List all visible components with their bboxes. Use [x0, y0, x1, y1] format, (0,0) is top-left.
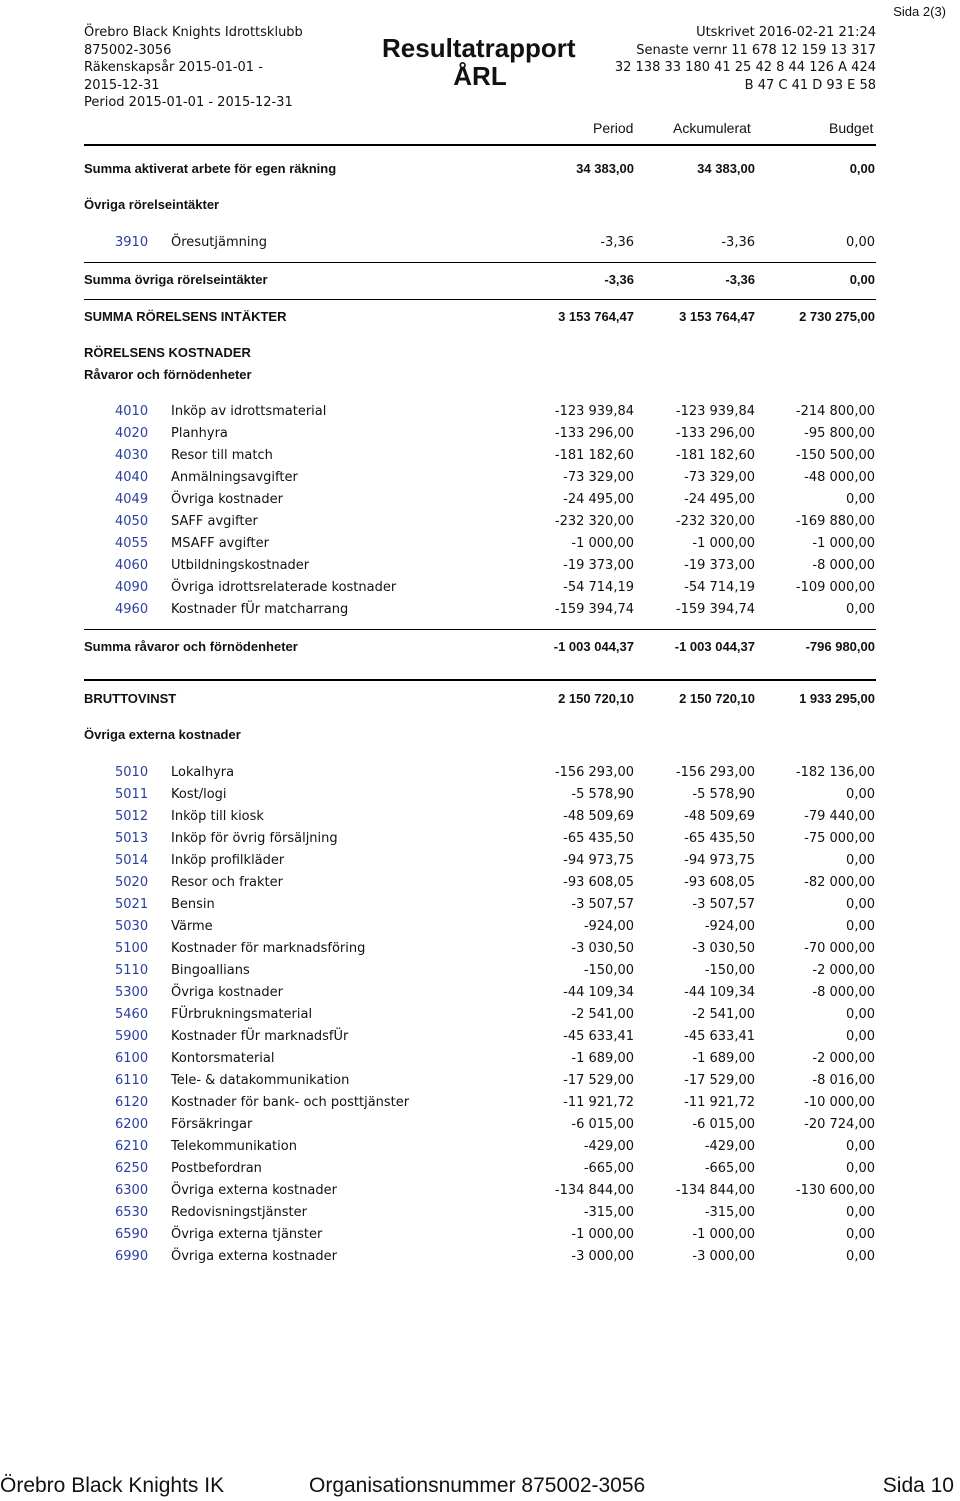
account-code: 6110 [115, 1073, 149, 1088]
column-header-period: Period [593, 120, 634, 136]
account-code: 6530 [115, 1205, 149, 1220]
fiscal-year-line-2: 2015-12-31 [84, 77, 160, 93]
account-name: Kost/logi [171, 787, 227, 802]
value-period: -123 939,84 [554, 404, 634, 419]
period-range: Period 2015-01-01 - 2015-12-31 [84, 95, 293, 110]
account-row [84, 853, 876, 871]
value-ackumulerat: -1 689,00 [692, 1051, 755, 1066]
account-row [84, 1227, 876, 1245]
summary-row-rorelsens-intakter [84, 309, 876, 327]
org-name: Örebro Black Knights Idrottsklubb [84, 25, 303, 40]
value-period: -315,00 [583, 1205, 634, 1220]
value-period: -2 541,00 [571, 1007, 634, 1022]
account-name: Övriga kostnader [171, 985, 283, 1000]
value-ackumulerat: -150,00 [704, 963, 755, 978]
value-period: -1 000,00 [571, 1227, 634, 1242]
header-rule [84, 144, 876, 146]
value-budget: 0,00 [846, 853, 875, 868]
latest-voucher-line-2: 32 138 33 180 41 25 42 8 44 126 A 424 [614, 60, 876, 75]
value-budget: -75 000,00 [804, 831, 875, 846]
value-budget: 0,00 [846, 1029, 875, 1044]
value-ackumulerat: -3,36 [721, 235, 755, 250]
value-budget: -214 800,00 [795, 404, 875, 419]
account-code: 6210 [115, 1139, 149, 1154]
value-ackumulerat: 34 383,00 [697, 161, 755, 176]
bruttovinst-rule [84, 679, 876, 681]
column-header-budget: Budget [829, 120, 874, 136]
value-ackumulerat: -232 320,00 [675, 514, 755, 529]
value-period: -65 435,50 [563, 831, 634, 846]
account-name: Öresutjämning [171, 235, 267, 250]
report-title [382, 34, 578, 90]
value-period: -6 015,00 [571, 1117, 634, 1132]
summary-row-aktiverat [84, 161, 876, 179]
value-ackumulerat: -19 373,00 [684, 558, 755, 573]
account-row [84, 602, 876, 620]
account-name: Värme [171, 919, 213, 934]
summary-row-ravaror [84, 639, 876, 657]
account-code: 5011 [115, 787, 149, 802]
value-period: -44 109,34 [563, 985, 634, 1000]
account-name: Inköp profilkläder [171, 853, 285, 868]
account-row [84, 426, 876, 444]
value-period: -232 320,00 [554, 514, 634, 529]
account-row [84, 514, 876, 532]
value-period: 34 383,00 [576, 161, 634, 176]
value-period: -94 973,75 [563, 853, 634, 868]
account-name: Kostnader fÜr matcharrang [171, 602, 349, 617]
value-ackumulerat: -17 529,00 [684, 1073, 755, 1088]
latest-voucher-line-1: Senaste vernr 11 678 12 159 13 317 [636, 42, 876, 58]
account-code: 5900 [115, 1029, 149, 1044]
value-period: -3 507,57 [571, 897, 634, 912]
value-period: 3 153 764,47 [558, 309, 634, 324]
summary-label: Summa råvaror och förnödenheter [84, 639, 298, 654]
value-budget: 0,00 [846, 1007, 875, 1022]
value-budget: -2 000,00 [812, 963, 875, 978]
value-budget: 0,00 [846, 602, 875, 617]
value-ackumulerat: -94 973,75 [684, 853, 755, 868]
column-header-ackumulerat: Ackumulerat [673, 120, 751, 136]
account-name: Bensin [171, 897, 215, 912]
account-code: 6250 [115, 1161, 149, 1176]
account-name: Övriga idrottsrelaterade kostnader [171, 580, 397, 595]
value-ackumulerat: -315,00 [704, 1205, 755, 1220]
value-budget: 2 730 275,00 [799, 309, 875, 324]
account-code: 4049 [115, 492, 149, 507]
account-code: 4040 [115, 470, 149, 485]
value-budget: -70 000,00 [804, 941, 875, 956]
value-budget: -169 880,00 [795, 514, 875, 529]
account-name: Utbildningskostnader [171, 558, 310, 573]
summary-row-bruttovinst [84, 691, 876, 709]
account-row [84, 809, 876, 827]
account-code: 6590 [115, 1227, 149, 1242]
account-code: 4010 [115, 404, 149, 419]
value-ackumulerat: -3 507,57 [692, 897, 755, 912]
value-period: -93 608,05 [563, 875, 634, 890]
value-budget: 0,00 [846, 1139, 875, 1154]
value-budget: -95 800,00 [804, 426, 875, 441]
value-ackumulerat: -65 435,50 [684, 831, 755, 846]
account-row [84, 1183, 876, 1201]
summary-row-ovriga-rorelseintakter [84, 272, 876, 290]
account-row [84, 1029, 876, 1047]
account-row [84, 1205, 876, 1223]
account-name: MSAFF avgifter [171, 536, 270, 551]
account-code: 5020 [115, 875, 149, 890]
value-budget: -8 016,00 [812, 1073, 875, 1088]
section-heading-ovriga-rorelseintakter: Övriga rörelseintäkter [84, 197, 220, 212]
printed-timestamp: Utskrivet 2016-02-21 21:24 [696, 25, 876, 40]
value-ackumulerat: -5 578,90 [692, 787, 755, 802]
value-budget: -8 000,00 [812, 985, 875, 1000]
value-budget: 0,00 [849, 161, 875, 176]
value-budget: -8 000,00 [812, 558, 875, 573]
value-ackumulerat: 3 153 764,47 [679, 309, 755, 324]
value-period: -45 633,41 [563, 1029, 634, 1044]
account-code: 5021 [115, 897, 149, 912]
value-period: -1 000,00 [571, 536, 634, 551]
account-code: 5013 [115, 831, 149, 846]
value-budget: 0,00 [846, 919, 875, 934]
value-budget: -82 000,00 [804, 875, 875, 890]
value-budget: 0,00 [846, 787, 875, 802]
value-period: -5 578,90 [571, 787, 634, 802]
value-budget: -20 724,00 [804, 1117, 875, 1132]
account-row [84, 558, 876, 576]
value-ackumulerat: -93 608,05 [684, 875, 755, 890]
account-code: 6200 [115, 1117, 149, 1132]
header-org-info [84, 24, 303, 112]
value-period: -665,00 [583, 1161, 634, 1176]
account-row [84, 448, 876, 466]
value-budget: -796 980,00 [805, 639, 875, 654]
value-budget: 0,00 [846, 1249, 875, 1264]
value-period: -11 921,72 [563, 1095, 634, 1110]
account-name: Övriga externa tjänster [171, 1227, 323, 1242]
value-ackumulerat: -48 509,69 [684, 809, 755, 824]
account-row [84, 985, 876, 1003]
value-period: -156 293,00 [554, 765, 634, 780]
value-ackumulerat: -2 541,00 [692, 1007, 755, 1022]
footer-org: Örebro Black Knights IK [0, 1474, 225, 1497]
value-ackumulerat: -54 714,19 [684, 580, 755, 595]
value-budget: 0,00 [846, 1161, 875, 1176]
account-code: 6100 [115, 1051, 149, 1066]
account-row [84, 1139, 876, 1157]
value-ackumulerat: -11 921,72 [684, 1095, 755, 1110]
value-period: -73 329,00 [563, 470, 634, 485]
account-row [84, 787, 876, 805]
account-code: 4090 [115, 580, 149, 595]
account-row [84, 470, 876, 488]
account-row [84, 831, 876, 849]
value-budget: -48 000,00 [804, 470, 875, 485]
value-budget: 0,00 [846, 235, 875, 250]
account-row [84, 963, 876, 981]
value-period: -24 495,00 [563, 492, 634, 507]
value-ackumulerat: 2 150 720,10 [679, 691, 755, 706]
value-period: -429,00 [583, 1139, 634, 1154]
account-name: Resor och frakter [171, 875, 283, 890]
section-heading-ovriga-externa: Övriga externa kostnader [84, 727, 241, 742]
value-ackumulerat: -1 003 044,37 [674, 639, 755, 654]
account-code: 4020 [115, 426, 149, 441]
latest-voucher-line-3: B 47 C 41 D 93 E 58 [744, 77, 876, 93]
sum-rule [84, 262, 876, 263]
summary-label: Summa övriga rörelseintäkter [84, 272, 268, 287]
footer-page: Sida 10 [882, 1474, 954, 1497]
account-row [84, 1095, 876, 1113]
value-budget: -2 000,00 [812, 1051, 875, 1066]
value-ackumulerat: -924,00 [704, 919, 755, 934]
value-period: -159 394,74 [554, 602, 634, 617]
value-ackumulerat: -24 495,00 [684, 492, 755, 507]
account-code: 5460 [115, 1007, 149, 1022]
summary-label: SUMMA RÖRELSENS INTÄKTER [84, 309, 287, 324]
value-budget: 0,00 [846, 1227, 875, 1242]
value-ackumulerat: -3 000,00 [692, 1249, 755, 1264]
account-name: Försäkringar [171, 1117, 253, 1132]
org-number: 875002-3056 [84, 42, 172, 58]
account-name: Kontorsmaterial [171, 1051, 275, 1066]
value-budget: -182 136,00 [795, 765, 875, 780]
account-code: 5012 [115, 809, 149, 824]
account-code: 4055 [115, 536, 149, 551]
value-period: -3 000,00 [571, 1249, 634, 1264]
account-row [84, 1007, 876, 1025]
account-name: Bingoallians [171, 963, 250, 978]
value-period: -54 714,19 [563, 580, 634, 595]
value-period: -134 844,00 [554, 1183, 634, 1198]
fiscal-year-line-1: Räkenskapsår 2015-01-01 - [84, 60, 263, 75]
account-code: 5030 [115, 919, 149, 934]
value-budget: 1 933 295,00 [799, 691, 875, 706]
page-indicator: Sida 2(3) [893, 4, 946, 19]
value-period: -1 003 044,37 [553, 639, 634, 654]
value-period: -48 509,69 [563, 809, 634, 824]
value-ackumulerat: -156 293,00 [675, 765, 755, 780]
account-name: Inköp av idrottsmaterial [171, 404, 327, 419]
value-period: -133 296,00 [554, 426, 634, 441]
footer-orgnr: Organisationsnummer 875002-3056 [309, 1474, 646, 1497]
account-name: Planhyra [171, 426, 228, 441]
account-code: 4060 [115, 558, 149, 573]
value-ackumulerat: -45 633,41 [684, 1029, 755, 1044]
account-name: Kostnader för marknadsföring [171, 941, 366, 956]
value-period: -3,36 [600, 235, 634, 250]
account-code: 5300 [115, 985, 149, 1000]
value-period: -150,00 [583, 963, 634, 978]
account-code: 3910 [115, 235, 149, 250]
account-name: Lokalhyra [171, 765, 235, 780]
account-name: Inköp till kiosk [171, 809, 264, 824]
subsection-heading-ravaror: Råvaror och förnödenheter [84, 367, 252, 382]
account-name: Övriga kostnader [171, 492, 283, 507]
value-budget: 0,00 [846, 492, 875, 507]
account-row [84, 941, 876, 959]
account-row [84, 875, 876, 893]
account-code: 6120 [115, 1095, 149, 1110]
value-period: -181 182,60 [554, 448, 634, 463]
account-row [84, 235, 876, 253]
account-row [84, 1249, 876, 1267]
account-row [84, 1051, 876, 1069]
report-title-main: Resultatrapport [382, 33, 576, 63]
summary-label: Summa aktiverat arbete för egen räkning [84, 161, 337, 176]
account-code: 5014 [115, 853, 149, 868]
value-ackumulerat: -123 939,84 [675, 404, 755, 419]
account-name: Resor till match [171, 448, 273, 463]
sum-rule [84, 629, 876, 630]
value-period: 2 150 720,10 [558, 691, 634, 706]
value-budget: 0,00 [846, 1205, 875, 1220]
value-ackumulerat: -181 182,60 [675, 448, 755, 463]
account-name: Anmälningsavgifter [171, 470, 298, 485]
summary-label: BRUTTOVINST [84, 691, 177, 706]
account-row [84, 404, 876, 422]
value-period: -924,00 [583, 919, 634, 934]
value-budget: 0,00 [849, 272, 875, 287]
value-period: -3 030,50 [571, 941, 634, 956]
value-period: -1 689,00 [571, 1051, 634, 1066]
value-ackumulerat: -1 000,00 [692, 536, 755, 551]
account-code: 4960 [115, 602, 149, 617]
account-name: SAFF avgifter [171, 514, 258, 529]
account-name: Kostnader för bank- och posttjänster [171, 1095, 410, 1110]
account-row [84, 1117, 876, 1135]
value-budget: -79 440,00 [804, 809, 875, 824]
value-ackumulerat: -6 015,00 [692, 1117, 755, 1132]
value-ackumulerat: -44 109,34 [684, 985, 755, 1000]
value-ackumulerat: -73 329,00 [684, 470, 755, 485]
account-row [84, 919, 876, 937]
value-ackumulerat: -3 030,50 [692, 941, 755, 956]
value-ackumulerat: -665,00 [704, 1161, 755, 1176]
value-ackumulerat: -429,00 [704, 1139, 755, 1154]
account-row [84, 897, 876, 915]
account-code: 4030 [115, 448, 149, 463]
account-code: 6300 [115, 1183, 149, 1198]
account-name: Inköp för övrig försäljning [171, 831, 338, 846]
value-ackumulerat: -159 394,74 [675, 602, 755, 617]
value-period: -3,36 [604, 272, 634, 287]
value-period: -17 529,00 [563, 1073, 634, 1088]
account-name: Övriga externa kostnader [171, 1249, 337, 1264]
account-row [84, 1073, 876, 1091]
account-code: 4050 [115, 514, 149, 529]
account-row [84, 580, 876, 598]
account-row [84, 765, 876, 783]
account-name: Övriga externa kostnader [171, 1183, 337, 1198]
account-name: FÜrbrukningsmaterial [171, 1007, 313, 1022]
account-name: Kostnader fÜr marknadsfÜr [171, 1029, 349, 1044]
account-code: 5010 [115, 765, 149, 780]
account-code: 5100 [115, 941, 149, 956]
value-ackumulerat: -1 000,00 [692, 1227, 755, 1242]
value-ackumulerat: -3,36 [725, 272, 755, 287]
account-name: Tele- & datakommunikation [171, 1073, 350, 1088]
report-title-sub: ÅRL [453, 61, 507, 91]
value-period: -19 373,00 [563, 558, 634, 573]
value-budget: -130 600,00 [795, 1183, 875, 1198]
account-row [84, 1161, 876, 1179]
value-budget: -109 000,00 [795, 580, 875, 595]
value-budget: -1 000,00 [812, 536, 875, 551]
value-budget: -150 500,00 [795, 448, 875, 463]
value-budget: -10 000,00 [804, 1095, 875, 1110]
value-ackumulerat: -134 844,00 [675, 1183, 755, 1198]
sum-rule [84, 299, 876, 300]
account-row [84, 492, 876, 510]
account-name: Telekommunikation [171, 1139, 297, 1154]
account-code: 6990 [115, 1249, 149, 1264]
value-ackumulerat: -133 296,00 [675, 426, 755, 441]
header-print-info [615, 24, 876, 94]
section-heading-rorelsens-kostnader: RÖRELSENS KOSTNADER [84, 345, 251, 360]
account-code: 5110 [115, 963, 149, 978]
value-budget: 0,00 [846, 897, 875, 912]
account-name: Postbefordran [171, 1161, 262, 1176]
account-row [84, 536, 876, 554]
account-name: Redovisningstjänster [171, 1205, 307, 1220]
